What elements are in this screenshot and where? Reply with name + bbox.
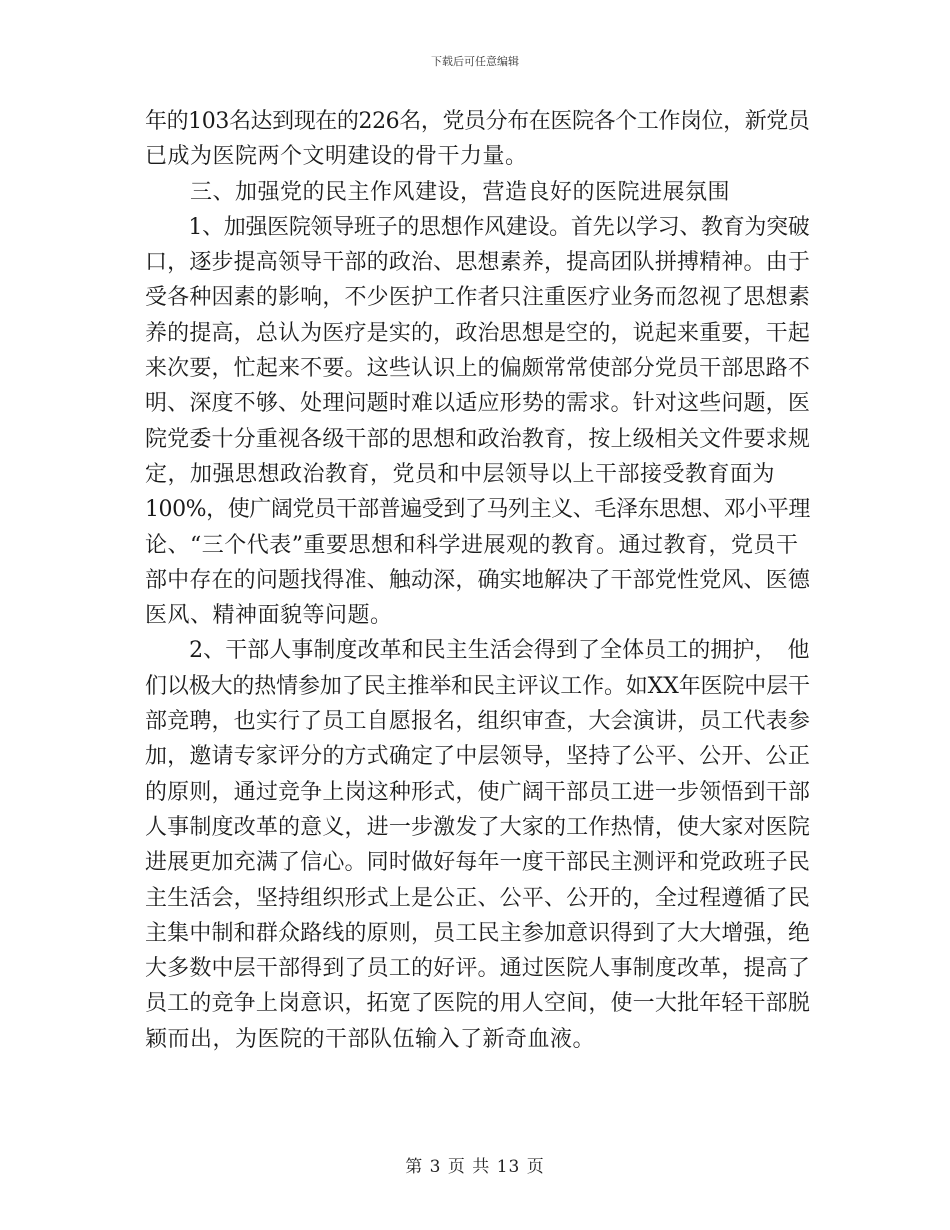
- text-line: 员工的竞争上岗意识，拓宽了医院的用人空间，使一大批年轻干部脱: [145, 991, 811, 1017]
- text-line: 受各种因素的影响，不少医护工作者只注重医疗业务而忽视了思想素: [145, 285, 811, 311]
- text-line: 论、“三个代表”重要思想和科学进展观的教育。通过教育，党员干: [145, 532, 799, 558]
- text-line: 们以极大的热情参加了民主推举和民主评议工作。如XX年医院中层干: [145, 673, 810, 699]
- document-body: [145, 104, 810, 1057]
- text-line: 三、加强党的民主作风建设，营造良好的医院进展氛围: [145, 179, 731, 205]
- text-line: 2、干部人事制度改革和民主生活会得到了全体员工的拥护， 他: [145, 638, 810, 664]
- text-line: 人事制度改革的意义，进一步激发了大家的工作热情，使大家对医院: [145, 814, 811, 840]
- text-line: 主集中制和群众路线的原则，员工民主参加意识得到了大大增强，绝: [145, 920, 811, 946]
- text-line: 部竞聘，也实行了员工自愿报名，组织审查，大会演讲，员工代表参: [145, 709, 811, 735]
- page-header: 下载后可任意编辑: [431, 55, 519, 68]
- text-line: 100%，使广阔党员干部普遍受到了马列主义、毛泽东思想、邓小平理: [145, 497, 810, 523]
- text-line: 颖而出，为医院的干部队伍输入了新奇血液。: [145, 1026, 596, 1052]
- text-line: 来次要，忙起来不要。这些认识上的偏颇常常使部分党员干部思路不: [145, 356, 811, 382]
- page-footer: 第 3 页 共 13 页: [405, 1157, 545, 1177]
- text-line: 定，加强思想政治教育，党员和中层领导以上干部接受教育面为: [145, 461, 776, 487]
- text-line: 部中存在的问题找得准、触动深，确实地解决了干部党性党风、医德: [145, 567, 811, 593]
- text-line: 医风、精神面貌等问题。: [145, 603, 393, 629]
- text-line: 年的103名达到现在的226名，党员分布在医院各个工作岗位，新党员: [145, 109, 810, 134]
- text-line: 1、加强医院领导班子的思想作风建设。首先以学习、教育为突破: [145, 214, 810, 240]
- text-line: 加，邀请专家评分的方式确定了中层领导，坚持了公平、公开、公正: [145, 744, 811, 770]
- text-line: 大多数中层干部得到了员工的好评。通过医院人事制度改革，提高了: [145, 956, 811, 982]
- text-line: 口，逐步提高领导干部的政治、思想素养，提高团队拼搏精神。由于: [145, 250, 811, 276]
- text-line: 明、深度不够、处理问题时难以适应形势的需求。针对这些问题，医: [145, 391, 811, 417]
- text-line: 主生活会，坚持组织形式上是公正、公平、公开的，全过程遵循了民: [145, 885, 811, 911]
- text-line: 已成为医院两个文明建设的骨干力量。: [145, 144, 528, 170]
- text-line: 院党委十分重视各级干部的思想和政治教育，按上级相关文件要求规: [145, 426, 811, 452]
- text-line: 的原则，通过竞争上岗这种形式，使广阔干部员工进一步领悟到干部: [145, 779, 811, 805]
- text-line: 养的提高，总认为医疗是实的，政治思想是空的，说起来重要，干起: [145, 320, 811, 346]
- text-line: 进展更加充满了信心。同时做好每年一度干部民主测评和党政班子民: [145, 850, 811, 876]
